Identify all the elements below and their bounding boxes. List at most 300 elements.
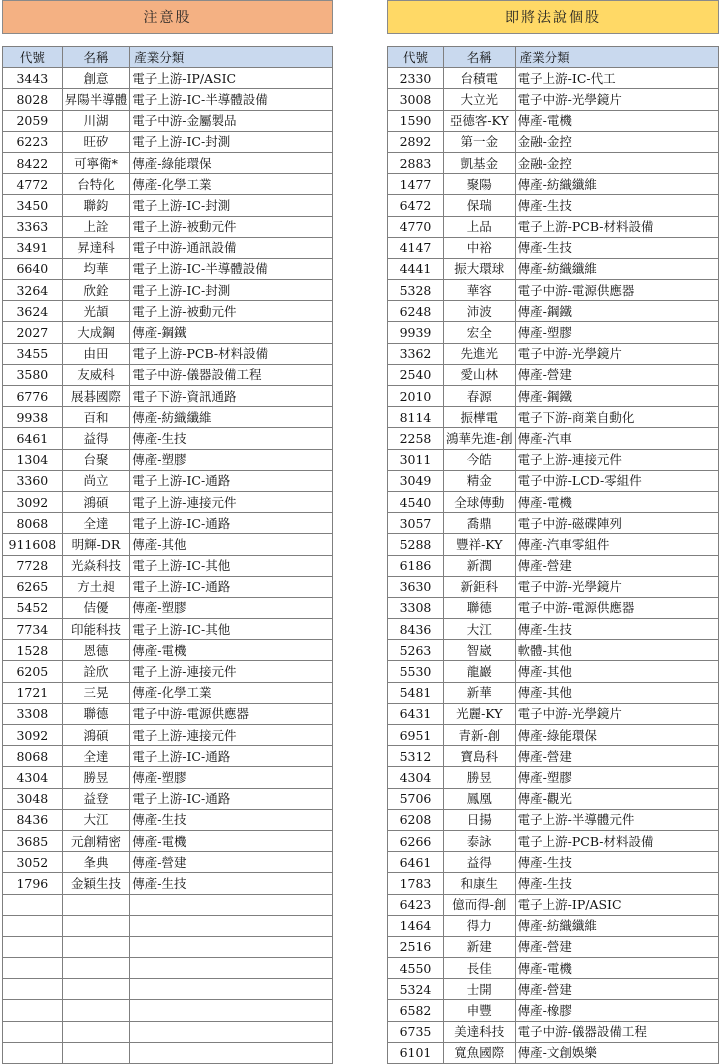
stock-name: 士開 xyxy=(443,979,515,1000)
table-row xyxy=(3,110,333,131)
stock-code: 6423 xyxy=(388,894,444,915)
stock-code: 3048 xyxy=(3,788,63,809)
stock-name: 大立光 xyxy=(443,89,515,110)
industry-category: 電子上游-IC-半導體設備 xyxy=(130,258,333,279)
upcoming-earnings-call-panel xyxy=(387,0,719,1061)
table-row xyxy=(3,491,333,512)
empty-cell xyxy=(130,1042,333,1063)
stock-name: 長佳 xyxy=(443,958,515,979)
stock-name: 勝昱 xyxy=(62,767,130,788)
table-row xyxy=(388,1000,719,1021)
stock-code: 3491 xyxy=(3,237,63,258)
stock-name: 愛山林 xyxy=(443,364,515,385)
industry-category: 電子中游-儀器設備工程 xyxy=(515,1021,718,1042)
industry-category: 傳產-電機 xyxy=(515,958,718,979)
empty-cell xyxy=(130,1000,333,1021)
industry-category: 電子上游-IC-通路 xyxy=(130,513,333,534)
stock-code: 2330 xyxy=(388,68,444,89)
stock-name: 精金 xyxy=(443,470,515,491)
stock-code: 2540 xyxy=(388,364,444,385)
table-row xyxy=(3,152,333,173)
empty-cell xyxy=(3,1021,63,1042)
empty-cell xyxy=(130,894,333,915)
attention-stocks-rows xyxy=(3,68,333,1064)
industry-category: 傳產-塑膠 xyxy=(130,597,333,618)
table-row xyxy=(3,809,333,830)
stock-code: 9938 xyxy=(3,407,63,428)
industry-category: 電子上游-IP/ASIC xyxy=(515,894,718,915)
industry-category: 傳產-生技 xyxy=(130,809,333,830)
stock-name: 展碁國際 xyxy=(62,386,130,407)
stock-name: 鴻碩 xyxy=(62,491,130,512)
stock-name: 尚立 xyxy=(62,470,130,491)
industry-category: 傳產-營建 xyxy=(515,979,718,1000)
table-row xyxy=(3,597,333,618)
stock-name: 先進光 xyxy=(443,343,515,364)
stock-code: 6101 xyxy=(388,1042,444,1063)
stock-code: 8068 xyxy=(3,513,63,534)
stock-name: 大江 xyxy=(443,619,515,640)
stock-name: 聚陽 xyxy=(443,174,515,195)
header-name: 名稱 xyxy=(443,47,515,68)
stock-code: 4770 xyxy=(388,216,444,237)
stock-name: 百和 xyxy=(62,407,130,428)
industry-category: 電子中游-LCD-零組件 xyxy=(515,470,718,491)
industry-category: 傳產-其他 xyxy=(130,534,333,555)
table-row xyxy=(3,343,333,364)
industry-category: 傳產-紡織纖維 xyxy=(130,407,333,428)
stock-code: 1528 xyxy=(3,640,63,661)
industry-category: 電子上游-連接元件 xyxy=(130,661,333,682)
industry-category: 電子上游-IC-代工 xyxy=(515,68,718,89)
stock-code: 7728 xyxy=(3,555,63,576)
stock-code: 6431 xyxy=(388,703,444,724)
stock-code: 1590 xyxy=(388,110,444,131)
industry-category: 傳產-塑膠 xyxy=(130,767,333,788)
table-row xyxy=(3,640,333,661)
empty-cell xyxy=(62,1042,130,1063)
industry-category: 電子下游-商業自動化 xyxy=(515,407,718,428)
table-row xyxy=(388,597,719,618)
stock-name: 三晃 xyxy=(62,682,130,703)
stock-name: 益得 xyxy=(443,852,515,873)
table-row xyxy=(388,958,719,979)
stock-code: 3362 xyxy=(388,343,444,364)
table-row xyxy=(3,449,333,470)
stock-code: 6461 xyxy=(3,428,63,449)
stock-name: 川湖 xyxy=(62,110,130,131)
stock-name: 寬魚國際 xyxy=(443,1042,515,1063)
table-row xyxy=(388,280,719,301)
industry-category: 電子上游-IC-封測 xyxy=(130,131,333,152)
industry-category: 電子中游-電源供應器 xyxy=(515,597,718,618)
industry-category: 傳產-化學工業 xyxy=(130,682,333,703)
table-row xyxy=(388,619,719,640)
stock-name: 佶優 xyxy=(62,597,130,618)
industry-category: 電子上游-IP/ASIC xyxy=(130,68,333,89)
table-row xyxy=(388,746,719,767)
table-row xyxy=(388,131,719,152)
stock-name: 昇陽半導體 xyxy=(62,89,130,110)
attention-stocks-title: 注意股 xyxy=(2,0,333,34)
industry-category: 傳產-生技 xyxy=(515,237,718,258)
stock-code: 4550 xyxy=(388,958,444,979)
industry-category: 電子中游-電源供應器 xyxy=(130,703,333,724)
stock-name: 亞德客-KY xyxy=(443,110,515,131)
stock-code: 3455 xyxy=(3,343,63,364)
empty-cell xyxy=(130,958,333,979)
industry-category: 電子上游-IC-通路 xyxy=(130,788,333,809)
stock-code: 6951 xyxy=(388,725,444,746)
table-row xyxy=(388,110,719,131)
stock-code: 6472 xyxy=(388,195,444,216)
table-row xyxy=(3,576,333,597)
stock-code: 3630 xyxy=(388,576,444,597)
table-row xyxy=(3,534,333,555)
industry-category: 電子中游-磁碟陣列 xyxy=(515,513,718,534)
stock-code: 2258 xyxy=(388,428,444,449)
header-code: 代號 xyxy=(3,47,63,68)
empty-cell xyxy=(3,958,63,979)
stock-code: 3360 xyxy=(3,470,63,491)
stock-code: 9939 xyxy=(388,322,444,343)
stock-name: 光頡 xyxy=(62,301,130,322)
industry-category: 電子上游-IC-封測 xyxy=(130,195,333,216)
table-row xyxy=(388,661,719,682)
industry-category: 傳產-綠能環保 xyxy=(515,725,718,746)
stock-code: 3685 xyxy=(3,830,63,851)
table-row xyxy=(3,746,333,767)
industry-category: 金融-金控 xyxy=(515,152,718,173)
table-row xyxy=(3,407,333,428)
empty-cell xyxy=(62,958,130,979)
industry-category: 傳產-紡織纖維 xyxy=(515,258,718,279)
stock-code: 8068 xyxy=(3,746,63,767)
table-row xyxy=(3,852,333,873)
stock-name: 新建 xyxy=(443,936,515,957)
stock-name: 春源 xyxy=(443,386,515,407)
industry-category: 電子中游-電源供應器 xyxy=(515,280,718,301)
table-row xyxy=(3,258,333,279)
table-row xyxy=(388,894,719,915)
industry-category: 傳產-生技 xyxy=(130,873,333,894)
table-row xyxy=(3,364,333,385)
empty-row xyxy=(3,1042,333,1063)
industry-category: 傳產-鋼鐵 xyxy=(130,322,333,343)
stock-code: 6186 xyxy=(388,555,444,576)
stock-name: 益得 xyxy=(62,428,130,449)
empty-row xyxy=(3,958,333,979)
stock-name: 元創精密 xyxy=(62,830,130,851)
industry-category: 電子上游-半導體元件 xyxy=(515,809,718,830)
stock-name: 龍巖 xyxy=(443,661,515,682)
empty-cell xyxy=(130,936,333,957)
stock-code: 1477 xyxy=(388,174,444,195)
industry-category: 傳產-塑膠 xyxy=(515,322,718,343)
industry-category: 傳產-汽車零組件 xyxy=(515,534,718,555)
table-row xyxy=(388,68,719,89)
stock-code: 6208 xyxy=(388,809,444,830)
stock-code: 5328 xyxy=(388,280,444,301)
industry-category: 傳產-綠能環保 xyxy=(130,152,333,173)
stock-code: 2027 xyxy=(3,322,63,343)
stock-name: 億而得-創 xyxy=(443,894,515,915)
stock-name: 全達 xyxy=(62,513,130,534)
stock-code: 3308 xyxy=(388,597,444,618)
stock-code: 8028 xyxy=(3,89,63,110)
table-row xyxy=(3,661,333,682)
stock-code: 1796 xyxy=(3,873,63,894)
table-row xyxy=(388,640,719,661)
empty-cell xyxy=(3,1000,63,1021)
stock-code: 3308 xyxy=(3,703,63,724)
upcoming-earnings-call-rows xyxy=(388,68,719,1064)
stock-name: 保瑞 xyxy=(443,195,515,216)
stock-code: 6735 xyxy=(388,1021,444,1042)
industry-category: 電子上游-IC-其他 xyxy=(130,555,333,576)
industry-category: 傳產-電機 xyxy=(130,640,333,661)
stock-name: 聯德 xyxy=(443,597,515,618)
stock-name: 聯鈞 xyxy=(62,195,130,216)
stock-code: 1783 xyxy=(388,873,444,894)
industry-category: 傳產-生技 xyxy=(515,873,718,894)
stock-name: 宏全 xyxy=(443,322,515,343)
upcoming-earnings-call-title: 即將法說個股 xyxy=(387,0,719,34)
industry-category: 電子上游-IC-半導體設備 xyxy=(130,89,333,110)
table-row xyxy=(388,407,719,428)
empty-row xyxy=(3,1021,333,1042)
stock-name: 創意 xyxy=(62,68,130,89)
stock-name: 日揚 xyxy=(443,809,515,830)
table-row xyxy=(3,301,333,322)
stock-name: 昇達科 xyxy=(62,237,130,258)
stock-name: 印能科技 xyxy=(62,619,130,640)
stock-name: 旺矽 xyxy=(62,131,130,152)
stock-code: 3049 xyxy=(388,470,444,491)
empty-cell xyxy=(62,915,130,936)
industry-category: 電子上游-IC-其他 xyxy=(130,619,333,640)
table-row xyxy=(3,470,333,491)
industry-category: 傳產-營建 xyxy=(130,852,333,873)
stock-code: 8422 xyxy=(3,152,63,173)
stock-name: 華容 xyxy=(443,280,515,301)
stock-code: 2892 xyxy=(388,131,444,152)
table-row xyxy=(388,725,719,746)
stock-name: 詮欣 xyxy=(62,661,130,682)
stock-code: 5481 xyxy=(388,682,444,703)
industry-category: 電子上游-連接元件 xyxy=(130,491,333,512)
industry-category: 傳產-塑膠 xyxy=(515,767,718,788)
stock-name: 喬鼎 xyxy=(443,513,515,534)
stock-code: 4304 xyxy=(3,767,63,788)
industry-category: 傳產-生技 xyxy=(515,852,718,873)
table-row xyxy=(388,534,719,555)
table-row xyxy=(388,195,719,216)
industry-category: 電子中游-儀器設備工程 xyxy=(130,364,333,385)
stock-name: 均華 xyxy=(62,258,130,279)
stock-code: 911608 xyxy=(3,534,63,555)
stock-name: 明輝-DR xyxy=(62,534,130,555)
table-row xyxy=(3,174,333,195)
industry-category: 傳產-塑膠 xyxy=(130,449,333,470)
empty-cell xyxy=(3,894,63,915)
empty-cell xyxy=(62,894,130,915)
empty-cell xyxy=(3,936,63,957)
stock-code: 5452 xyxy=(3,597,63,618)
stock-code: 3011 xyxy=(388,449,444,470)
stock-code: 2010 xyxy=(388,386,444,407)
table-row xyxy=(388,873,719,894)
table-row xyxy=(388,513,719,534)
industry-category: 電子上游-PCB-材料設備 xyxy=(130,343,333,364)
table-row xyxy=(388,682,719,703)
stock-name: 新華 xyxy=(443,682,515,703)
attention-stocks-table xyxy=(2,46,333,1064)
industry-category: 電子上游-被動元件 xyxy=(130,301,333,322)
stock-code: 6205 xyxy=(3,661,63,682)
table-row xyxy=(3,428,333,449)
industry-category: 電子上游-連接元件 xyxy=(130,725,333,746)
stock-code: 3363 xyxy=(3,216,63,237)
industry-category: 傳產-橡膠 xyxy=(515,1000,718,1021)
table-row xyxy=(3,788,333,809)
stock-code: 4540 xyxy=(388,491,444,512)
header-code: 代號 xyxy=(388,47,444,68)
table-row xyxy=(388,152,719,173)
industry-category: 傳產-營建 xyxy=(515,555,718,576)
industry-category: 傳產-文創娛樂 xyxy=(515,1042,718,1063)
stock-name: 智崴 xyxy=(443,640,515,661)
industry-category: 傳產-電機 xyxy=(515,491,718,512)
stock-code: 2883 xyxy=(388,152,444,173)
stock-name: 青新-創 xyxy=(443,725,515,746)
stock-code: 3092 xyxy=(3,725,63,746)
industry-category: 電子上游-IC-通路 xyxy=(130,470,333,491)
table-row xyxy=(3,216,333,237)
stock-code: 5312 xyxy=(388,746,444,767)
empty-row xyxy=(3,1000,333,1021)
stock-name: 豐祥-KY xyxy=(443,534,515,555)
table-row xyxy=(3,513,333,534)
table-row xyxy=(3,195,333,216)
table-row xyxy=(388,555,719,576)
empty-cell xyxy=(62,979,130,1000)
stock-code: 2516 xyxy=(388,936,444,957)
stock-name: 中裕 xyxy=(443,237,515,258)
industry-category: 電子下游-資訊通路 xyxy=(130,386,333,407)
table-row xyxy=(3,280,333,301)
table-row xyxy=(388,174,719,195)
stock-code: 3092 xyxy=(3,491,63,512)
stock-name: 上品 xyxy=(443,216,515,237)
stock-code: 6582 xyxy=(388,1000,444,1021)
stock-code: 3008 xyxy=(388,89,444,110)
stock-code: 1721 xyxy=(3,682,63,703)
table-row xyxy=(3,322,333,343)
industry-category: 電子上游-IC-通路 xyxy=(130,746,333,767)
table-row xyxy=(388,386,719,407)
stock-name: 申豐 xyxy=(443,1000,515,1021)
industry-category: 傳產-營建 xyxy=(515,364,718,385)
stock-name: 方土昶 xyxy=(62,576,130,597)
stock-code: 3264 xyxy=(3,280,63,301)
table-row xyxy=(3,725,333,746)
industry-category: 軟體-其他 xyxy=(515,640,718,661)
empty-row xyxy=(3,979,333,1000)
table-row xyxy=(388,703,719,724)
table-row xyxy=(3,682,333,703)
empty-cell xyxy=(130,1021,333,1042)
stock-name: 益登 xyxy=(62,788,130,809)
industry-category: 傳產-生技 xyxy=(515,619,718,640)
table-row xyxy=(388,852,719,873)
table-row xyxy=(388,301,719,322)
stock-name: 全球傳動 xyxy=(443,491,515,512)
stock-name: 光麗-KY xyxy=(443,703,515,724)
table-row xyxy=(3,386,333,407)
table-row xyxy=(388,470,719,491)
table-row xyxy=(388,89,719,110)
table-row xyxy=(388,258,719,279)
upcoming-earnings-call-table xyxy=(387,46,719,1064)
header-category: 產業分類 xyxy=(130,47,333,68)
stock-name: 友威科 xyxy=(62,364,130,385)
industry-category: 傳產-化學工業 xyxy=(130,174,333,195)
table-row xyxy=(3,619,333,640)
stock-name: 美達科技 xyxy=(443,1021,515,1042)
industry-category: 傳產-紡織纖維 xyxy=(515,915,718,936)
stock-code: 6776 xyxy=(3,386,63,407)
industry-category: 傳產-紡織纖維 xyxy=(515,174,718,195)
stock-code: 3624 xyxy=(3,301,63,322)
industry-category: 傳產-電機 xyxy=(130,830,333,851)
industry-category: 電子中游-光學鏡片 xyxy=(515,576,718,597)
industry-category: 傳產-其他 xyxy=(515,661,718,682)
table-row xyxy=(388,936,719,957)
table-row xyxy=(388,491,719,512)
industry-category: 傳產-鋼鐵 xyxy=(515,386,718,407)
stock-code: 5324 xyxy=(388,979,444,1000)
empty-cell xyxy=(62,1021,130,1042)
stock-name: 得力 xyxy=(443,915,515,936)
industry-category: 電子上游-IC-通路 xyxy=(130,576,333,597)
stock-code: 4772 xyxy=(3,174,63,195)
header-category: 產業分類 xyxy=(515,47,718,68)
industry-category: 電子中游-光學鏡片 xyxy=(515,343,718,364)
stock-name: 泰詠 xyxy=(443,830,515,851)
empty-cell xyxy=(62,1000,130,1021)
stock-name: 今皓 xyxy=(443,449,515,470)
stock-name: 由田 xyxy=(62,343,130,364)
industry-category: 電子上游-連接元件 xyxy=(515,449,718,470)
industry-category: 傳產-營建 xyxy=(515,936,718,957)
stock-name: 新潤 xyxy=(443,555,515,576)
table-row xyxy=(388,576,719,597)
empty-cell xyxy=(130,979,333,1000)
attention-stocks-panel xyxy=(2,0,333,891)
stock-name: 鴻碩 xyxy=(62,725,130,746)
table-row xyxy=(388,428,719,449)
industry-category: 電子中游-通訊設備 xyxy=(130,237,333,258)
empty-row xyxy=(3,894,333,915)
stock-name: 勝昱 xyxy=(443,767,515,788)
empty-cell xyxy=(3,915,63,936)
stock-name: 振大環球 xyxy=(443,258,515,279)
stock-code: 3057 xyxy=(388,513,444,534)
stock-name: 鴻華先進-創 xyxy=(443,428,515,449)
stock-code: 6266 xyxy=(388,830,444,851)
stock-code: 4304 xyxy=(388,767,444,788)
